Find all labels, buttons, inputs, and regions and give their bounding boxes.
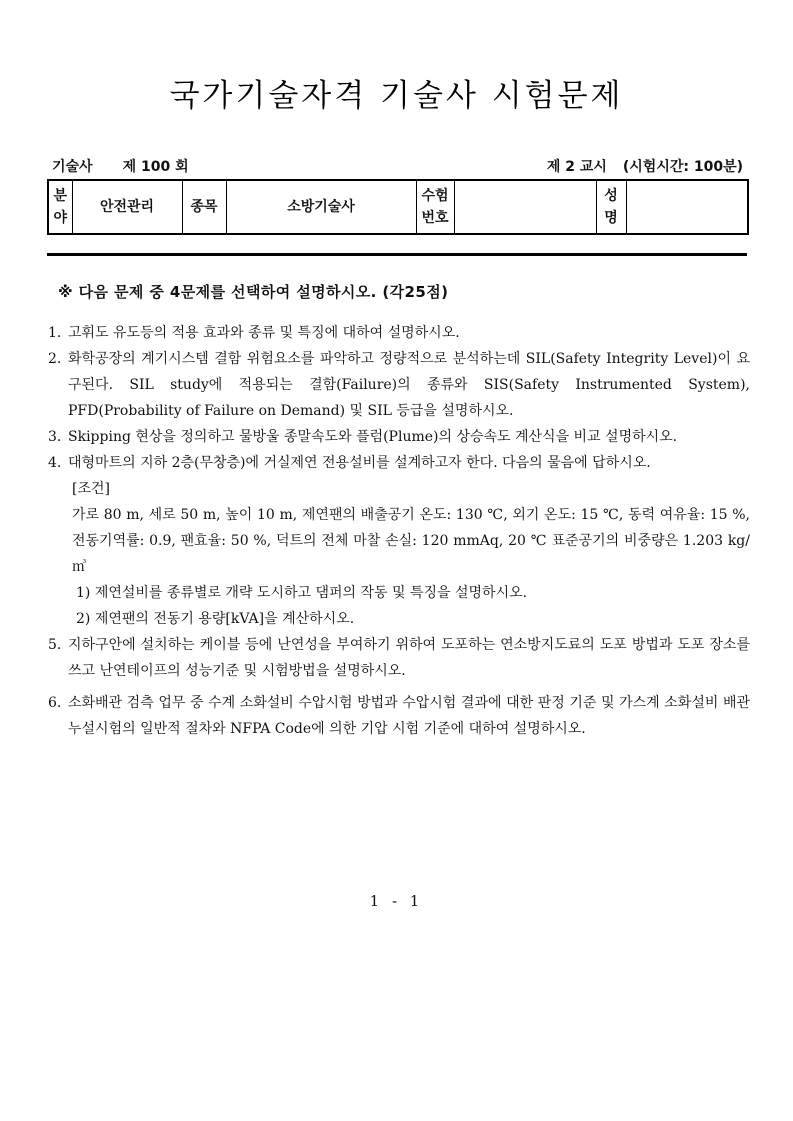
question-3 (48, 424, 750, 450)
exam-info-table (47, 179, 749, 235)
exam-meta-right (547, 156, 743, 176)
exam-meta-left (52, 156, 189, 176)
type-label: 종목 (182, 180, 226, 234)
page-title: 국가기술자격 기술사 시험문제 (169, 78, 624, 114)
exam-category: 기술사 (52, 159, 93, 175)
question-text: 고휘도 유도등의 적용 효과와 종류 및 특징에 대하여 설명하시오. (68, 325, 460, 341)
question-6 (48, 690, 750, 742)
exam-number-value[interactable] (454, 180, 596, 234)
field-value: 안전관리 (72, 180, 182, 234)
question-1 (48, 320, 750, 346)
question-number: 1. (48, 325, 62, 341)
question-4 (48, 450, 750, 632)
question-5 (48, 632, 750, 684)
question-text: 소화배관 검측 업무 중 수계 소화설비 수압시험 방법과 수압시험 결과에 대한 판정 기준 및 가스계 소화설비 배관누설시험의 일반적 절차와 NFPA Code에 의한 기압 시험 기준에 대하여 설명하시오. (68, 695, 750, 737)
question-text: 지하구안에 설치하는 케이블 등에 난연성을 부여하기 위하여 도포하는 연소방지도료의 도포 방법과 도포 장소를 쓰고 난연테이프의 성능기준 및 시험방법을 설명하시오. (68, 637, 750, 679)
exam-round: 제 100 회 (122, 159, 189, 175)
question-list (48, 320, 750, 742)
question-text: Skipping 현상을 정의하고 물방울 종말속도와 플럼(Plume)의 상승속도 계산식을 비교 설명하시오. (68, 429, 678, 445)
name-label: 성 명 (596, 180, 626, 234)
condition-label: [조건] (72, 481, 110, 497)
exam-session: 제 2 교시 (546, 159, 607, 175)
type-value: 소방기술사 (226, 180, 416, 234)
question-number: 4. (48, 455, 62, 471)
sub-question-2: 2) 제연팬의 전동기 용량[kVA]을 계산하시오. (76, 611, 355, 627)
condition-text: 가로 80 m, 세로 50 m, 높이 10 m, 제연팬의 배출공기 온도: 130 ℃, 외기 온도: 15 ℃, 동력 여유율: 15 %, 전동기역률: 0.9, 팬효율: 50 %, 덕트의 전체 마찰 손실: 120 mmAq, 20 ℃ 표준공기의 비중량은 1.203 kg/㎥ (72, 507, 750, 575)
question-number: 6. (48, 695, 62, 711)
page-number: 1 - 1 (369, 892, 424, 910)
exam-duration: (시험시간: 100분) (622, 159, 743, 175)
question-number: 2. (48, 351, 62, 367)
instruction: ※ 다음 문제 중 4문제를 선택하여 설명하시오. (각25점) (58, 283, 449, 301)
question-text: 대형마트의 지하 2층(무창층)에 거실제연 전용설비를 설계하고자 한다. 다음의 물음에 답하시오. (68, 455, 651, 471)
sub-question-1: 1) 제연설비를 종류별로 개략 도시하고 댐퍼의 작동 및 특징을 설명하시오. (76, 585, 528, 601)
name-value[interactable] (626, 180, 748, 234)
question-text: 화학공장의 계기시스템 결함 위험요소를 파악하고 정량적으로 분석하는데 SIL(Safety Integrity Level)이 요구된다. SIL study에 적용되는 결함(Failure)의 종류와 SIS(Safety Instrumented System), PFD(Probability of Failure on Demand) 및 SIL 등급을 설명하시오. (68, 351, 750, 419)
question-number: 3. (48, 429, 62, 445)
question-number: 5. (48, 637, 62, 653)
divider (47, 253, 747, 256)
question-2 (48, 346, 750, 424)
exam-number-label: 수험 번호 (416, 180, 454, 234)
field-label: 분 야 (48, 180, 72, 234)
